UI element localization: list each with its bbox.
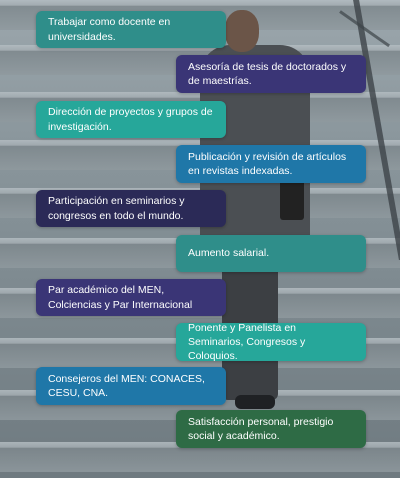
benefit-text: Ponente y Panelista en Seminarios, Congresos y Coloquios.	[188, 321, 306, 363]
benefit-text: Satisfacción personal, prestigio social y académico.	[188, 415, 334, 442]
benefit-text: Dirección de proyectos y grupos de investigación.	[48, 106, 213, 133]
benefit-text: Consejeros del MEN: CONACES, CESU, CNA.	[48, 372, 205, 399]
benefit-box-5	[36, 190, 226, 227]
briefcase	[280, 180, 304, 220]
benefit-text: Participación en seminarios y congresos en todo el mundo.	[48, 195, 185, 222]
benefit-box-7	[36, 279, 226, 316]
benefit-box-9	[36, 367, 226, 405]
benefit-box-10	[176, 410, 366, 448]
benefit-box-4	[176, 145, 366, 183]
person-shoe	[235, 395, 275, 409]
benefit-text: Asesoría de tesis de doctorados y de maestrías.	[188, 60, 347, 87]
person-head	[225, 10, 259, 52]
benefit-text: Par académico del MEN, Colciencias y Par Internacional	[48, 284, 193, 311]
benefit-text: Aumento salarial.	[188, 247, 270, 260]
benefit-box-2	[176, 55, 366, 93]
benefit-box-6	[176, 235, 366, 272]
benefit-box-1	[36, 11, 226, 48]
benefit-text: Publicación y revisión de artículos en revistas indexadas.	[188, 150, 347, 177]
benefit-box-3	[36, 101, 226, 138]
benefit-box-8	[176, 323, 366, 361]
benefit-text: Trabajar como docente en universidades.	[48, 16, 171, 43]
